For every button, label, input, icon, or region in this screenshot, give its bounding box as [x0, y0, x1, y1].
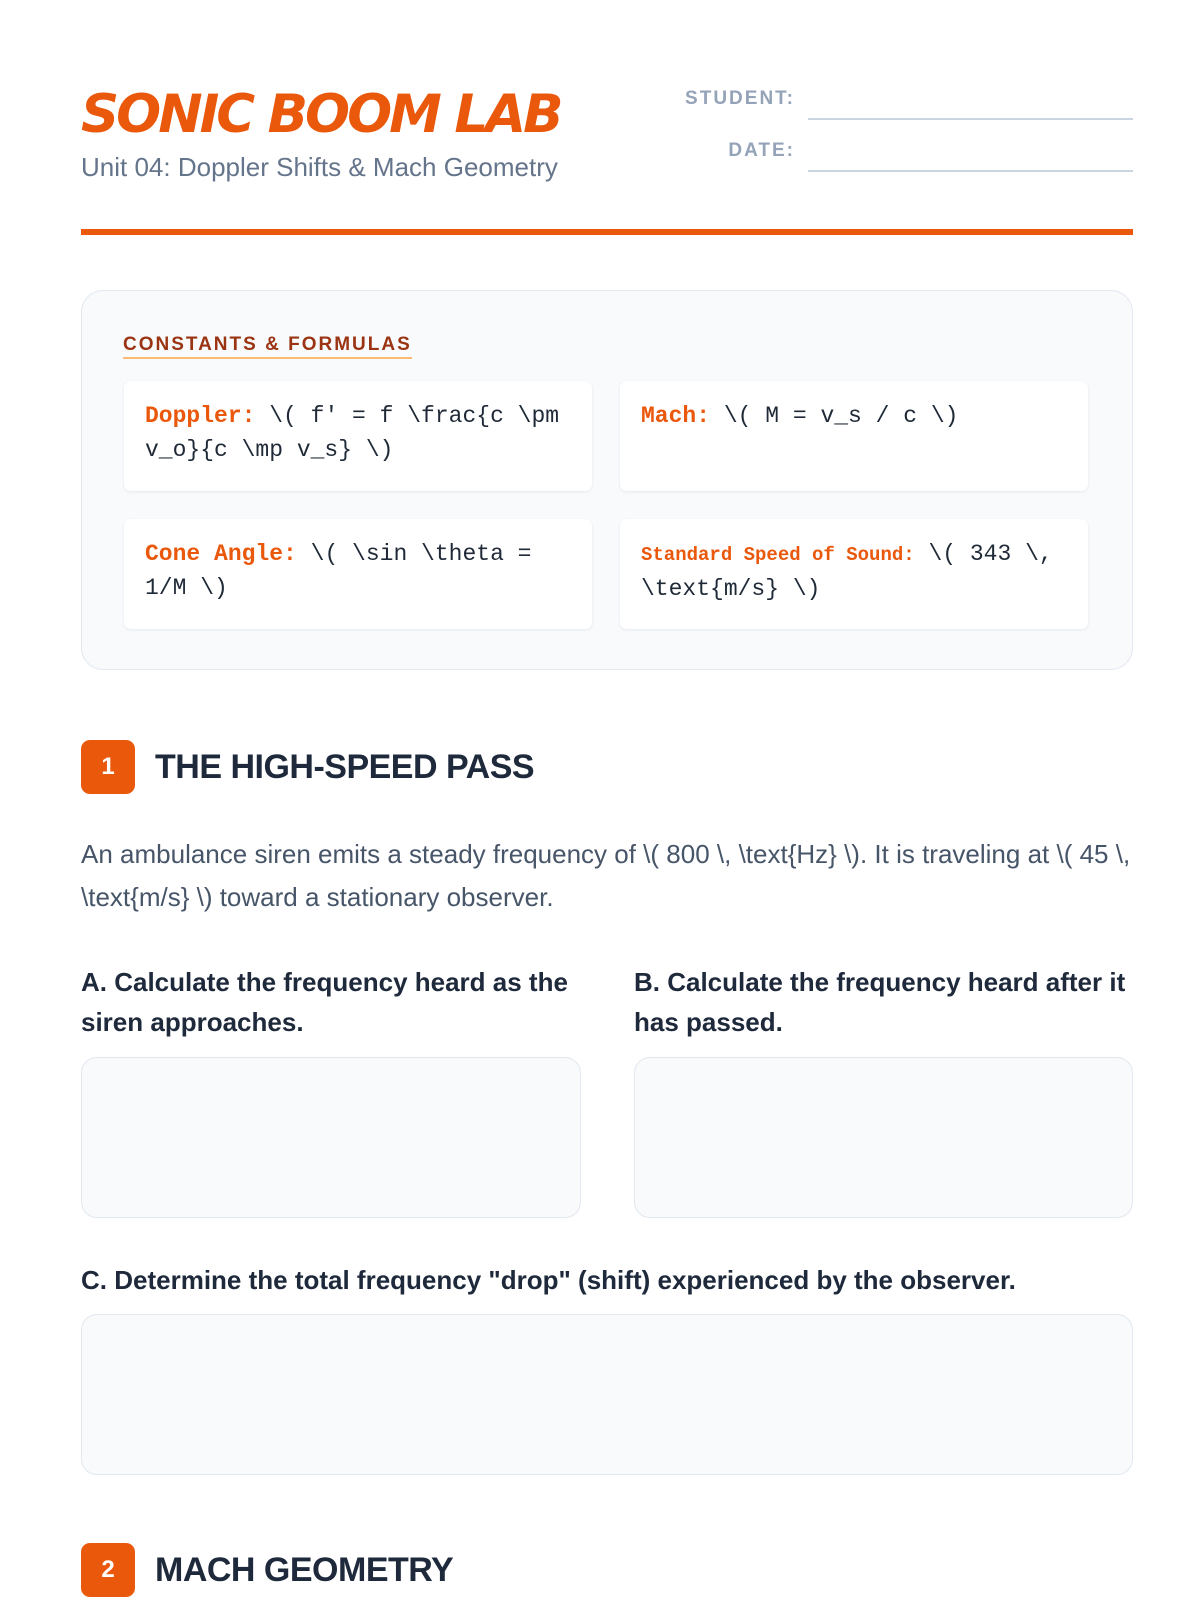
formula-text: \( \sin \theta = 1/M \) — [145, 541, 532, 601]
date-label: DATE: — [728, 140, 795, 161]
question-b-label: B. Calculate the frequency heard after it has passed. — [634, 967, 1126, 1037]
formula-label: Doppler: — [145, 403, 256, 429]
question-c-label: C. Determine the total frequency "drop" (shift) experienced by the observer. — [81, 1265, 1016, 1295]
date-line[interactable] — [808, 170, 1133, 172]
constants-heading: CONSTANTS & FORMULAS — [123, 334, 412, 359]
section-number-badge: 1 — [81, 740, 135, 794]
worksheet-subtitle: Unit 04: Doppler Shifts & Mach Geometry — [81, 152, 558, 182]
answer-box-b[interactable] — [634, 1057, 1133, 1218]
worksheet-header — [81, 82, 1133, 237]
formula-card-speed-of-sound — [620, 519, 1088, 629]
student-name-line[interactable] — [808, 118, 1133, 120]
section-title: MACH GEOMETRY — [155, 1551, 454, 1589]
answer-box-c[interactable] — [81, 1314, 1133, 1475]
section-title: THE HIGH-SPEED PASS — [155, 748, 535, 786]
student-row — [655, 82, 1133, 122]
section-1-header — [81, 740, 1133, 794]
section-number-badge: 2 — [81, 1543, 135, 1597]
date-row — [655, 134, 1133, 174]
answer-box-a[interactable] — [81, 1057, 581, 1218]
formula-text: \( M = v_s / c \) — [723, 403, 959, 429]
formula-text: \( 343 \, \text{m/s} \) — [641, 541, 1053, 602]
section-2-header — [81, 1543, 1133, 1597]
formula-card-cone-angle — [124, 519, 592, 629]
header-rule — [81, 229, 1133, 235]
worksheet-title: SONIC BOOM LAB — [81, 84, 561, 145]
formula-label: Standard Speed of Sound: — [641, 544, 915, 566]
formula-label: Mach: — [641, 403, 711, 429]
problem-statement: An ambulance siren emits a steady frequency of \( 800 \, \text{Hz} \). It is traveling at \( 45 \, \text{m/s} \) toward a stationary observer. — [81, 839, 1131, 912]
student-label: STUDENT: — [685, 88, 795, 109]
formula-card-mach — [620, 381, 1088, 491]
formula-label: Cone Angle: — [145, 541, 297, 567]
question-a-label: A. Calculate the frequency heard as the siren approaches. — [81, 967, 568, 1037]
formula-text: \( f' = f \frac{c \pm v_o}{c \mp v_s} \) — [145, 403, 560, 463]
formula-card-doppler — [124, 381, 592, 491]
constants-panel — [81, 290, 1133, 670]
